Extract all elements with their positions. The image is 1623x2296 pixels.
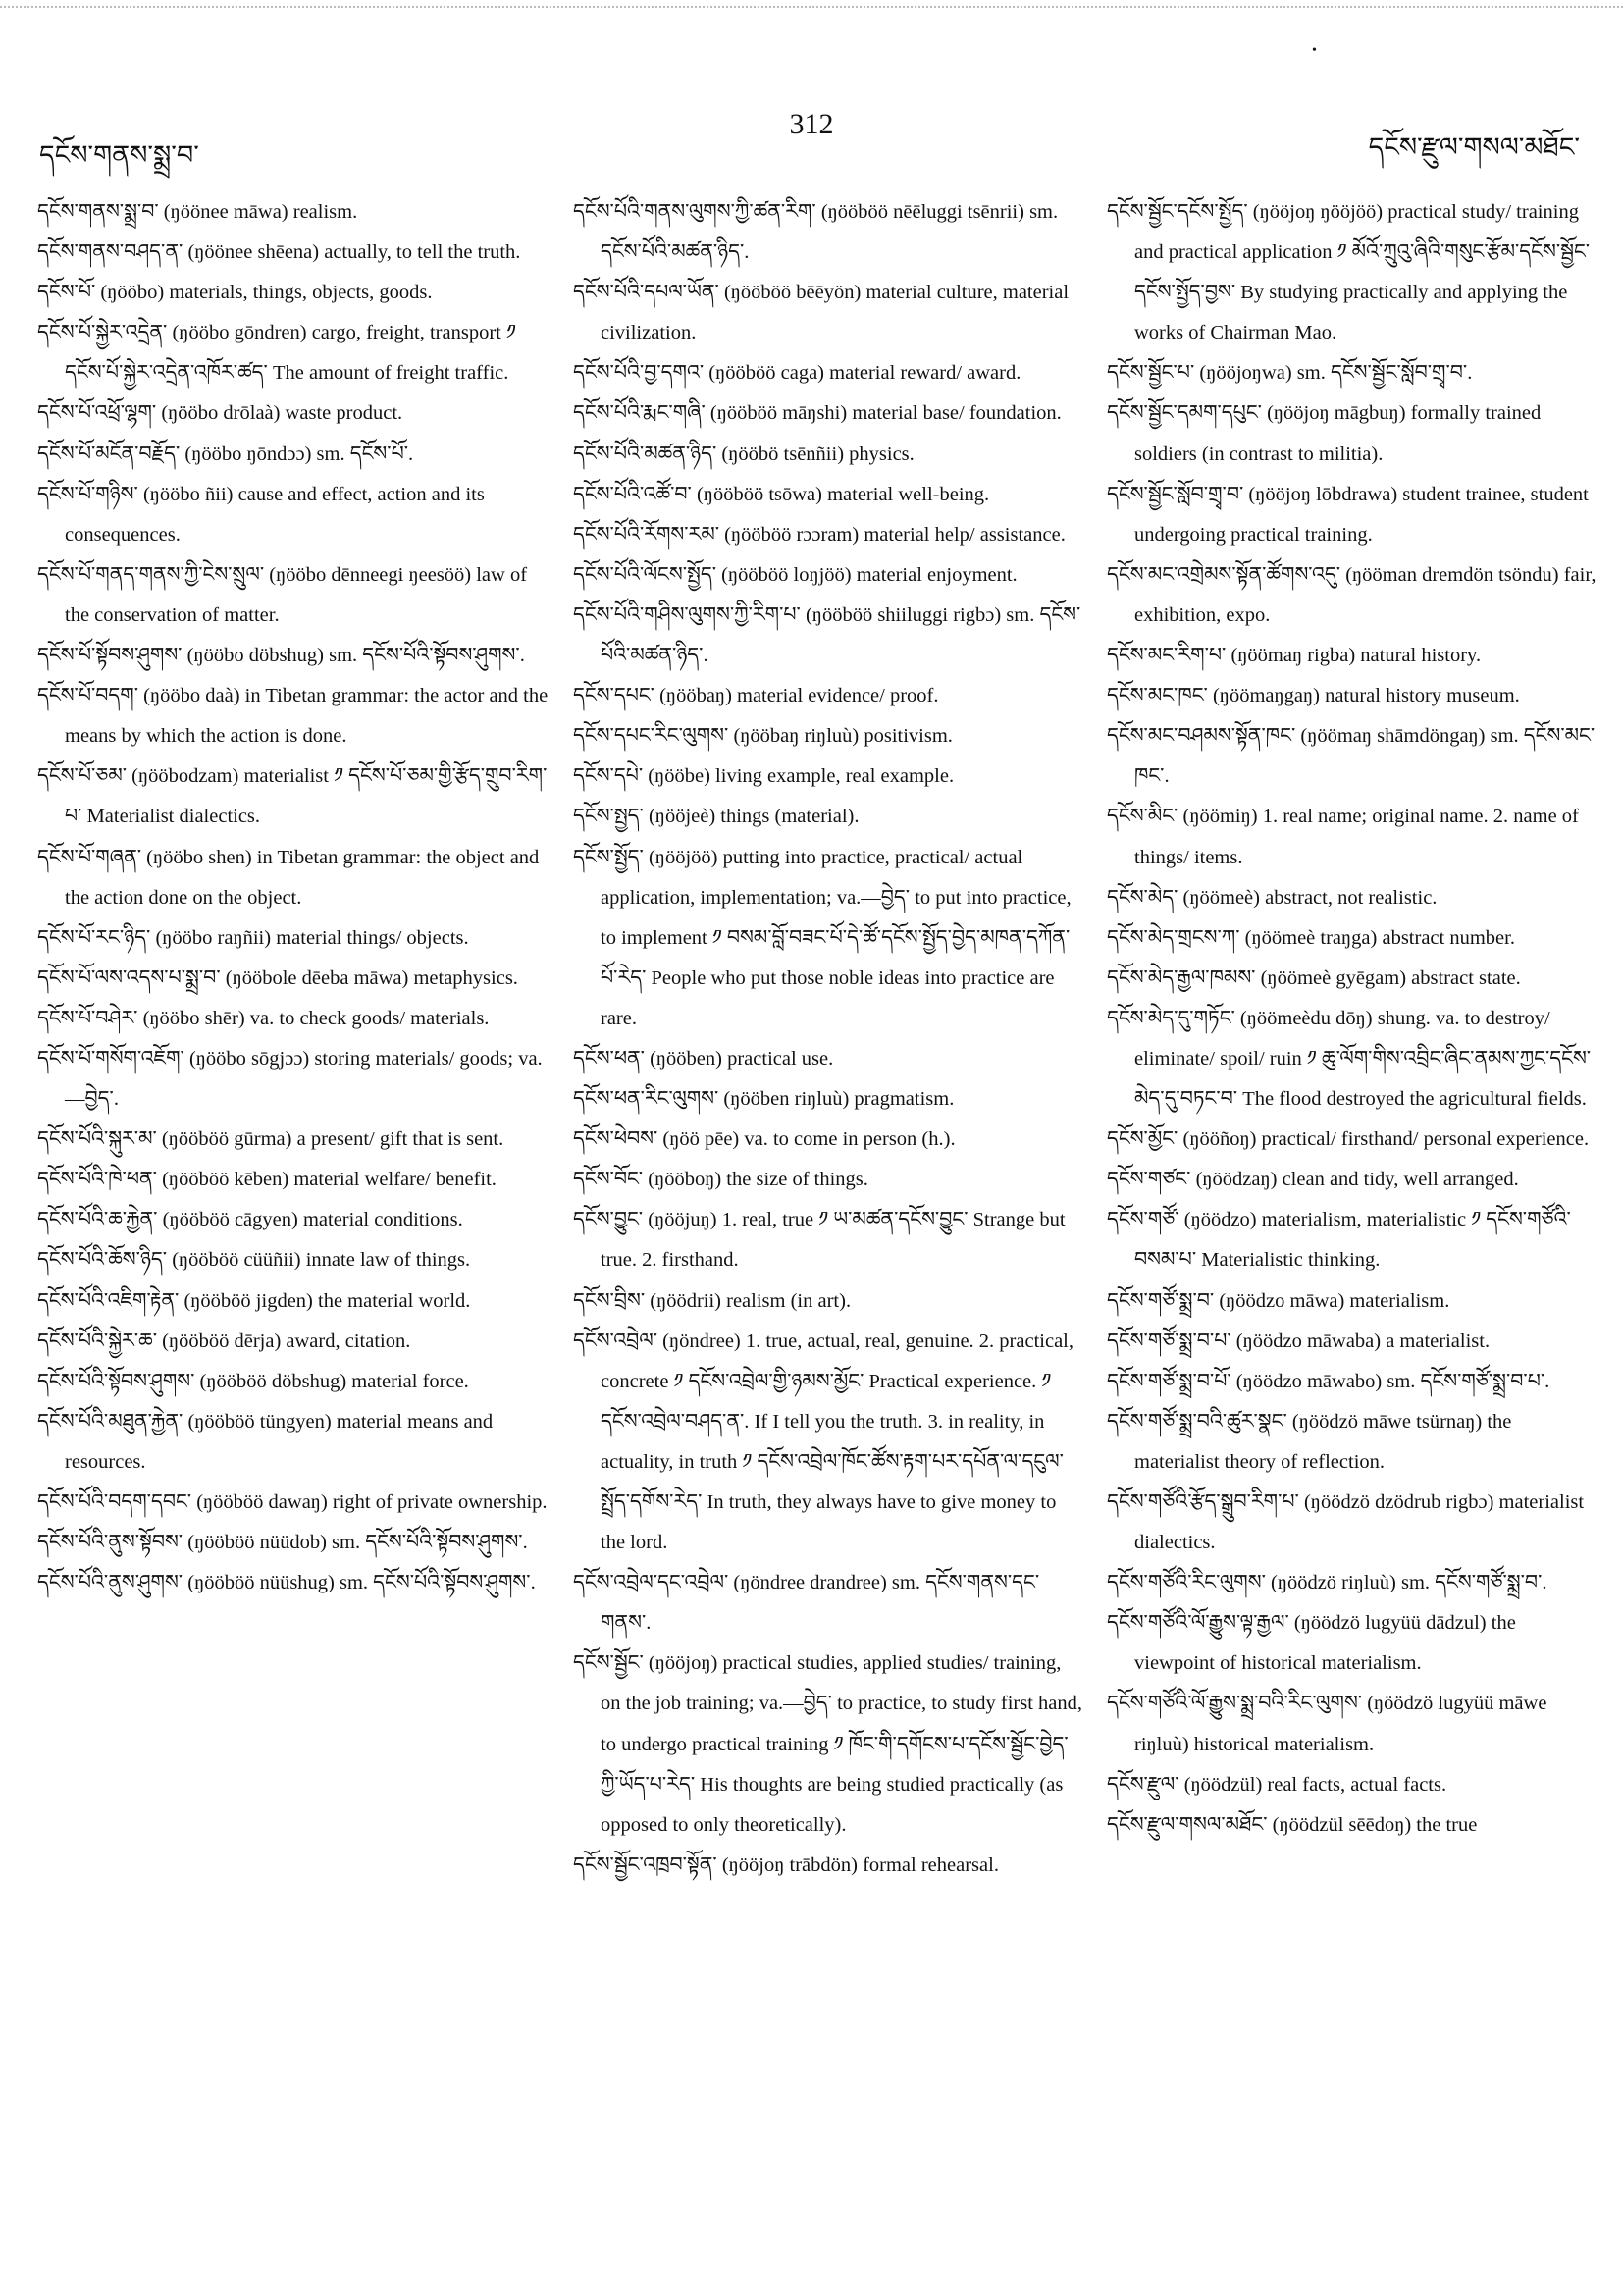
- dictionary-entry: དངོས་མྱོང་ (ŋööñoŋ) practical/ firsthand/ personal experience.: [1107, 1128, 1590, 1151]
- dictionary-entry: དངོས་པོ་རང་ཉིད་ (ŋööbo raŋñii) material things/ objects.: [37, 926, 469, 949]
- header-right-guideword: དངོས་རྫུལ་གསལ་མཐོང་: [1368, 132, 1580, 162]
- dictionary-entry: དངོས་མང་ཁང་ (ŋöömaŋgaŋ) natural history museum.: [1107, 685, 1520, 707]
- column-left: [37, 192, 550, 1603]
- page-number: 312: [789, 108, 834, 140]
- dictionary-entry: དངོས་པོའི་ནུས་སྟོབས་ (ŋööböö nüüdob) sm. དངོས་པོའི་སྟོབས་ཤུགས་.: [37, 1532, 528, 1554]
- dictionary-entry: དངོས་སྤྱད་ (ŋööjeè) things (material).: [573, 806, 860, 828]
- dictionary-entry: དངོས་བྲིས་ (ŋöödrii) realism (in art).: [573, 1289, 852, 1312]
- dictionary-entry: དངོས་པོའི་ལོངས་སྤྱོད་ (ŋööböö loŋjöö) material enjoyment.: [573, 563, 1018, 586]
- dictionary-entry: དངོས་གཙོའི་རིང་ལུགས་ (ŋöödzö riŋluù) sm. དངོས་གཙོ་སྨྲ་བ་.: [1107, 1572, 1547, 1594]
- dictionary-entry: དངོས་པོ་གསོག་འཇོག་ (ŋööbo sōgjɔɔ) storing materials/ goods; va.—བྱེད་.: [37, 1047, 543, 1111]
- dictionary-entry: དངོས་པོའི་ཁེ་ཕན་ (ŋööböö kēben) material welfare/ benefit.: [37, 1169, 497, 1191]
- dictionary-entry: དངོས་པོའི་ནུས་ཤུགས་ (ŋööböö nüüshug) sm. དངོས་པོའི་སྟོབས་ཤུགས་.: [37, 1572, 536, 1594]
- dictionary-entry: དངོས་པོ་སྐྱེར་འདྲེན་ (ŋööbo gōndren) cargo, freight, transport ༡ དངོས་པོ་སྐྱེར་འདྲེན་འཁོར་ཚད་ The amount of freight traffic.: [37, 322, 516, 385]
- dictionary-entry: དངོས་ཕེབས་ (ŋöö pēe) va. to come in person (h.).: [573, 1128, 956, 1151]
- dictionary-entry: དངོས་པོ་གཉིས་ (ŋööbo ñii) cause and effect, action and its consequences.: [37, 483, 485, 546]
- dictionary-entry: དངོས་པོའི་གཤིས་ལུགས་ཀྱི་རིག་པ་ (ŋööböö shiiluggi rigbɔ) sm. དངོས་པོའི་མཚན་ཉིད་.: [573, 603, 1081, 667]
- dictionary-entry: དངོས་པོ་ལས་འདས་པ་སྨྲ་བ་ (ŋööbole dēeba māwa) metaphysics.: [37, 966, 518, 989]
- dictionary-entry: དངོས་པོའི་མཐུན་རྐྱེན་ (ŋööböö tüngyen) material means and resources.: [37, 1410, 494, 1473]
- dictionary-entry: དངོས་སྦྱོང་འཁྲབ་སྟོན་ (ŋööjoŋ trābdön) formal rehearsal.: [573, 1853, 999, 1876]
- dictionary-entry: དངོས་གཙང་ (ŋöödzaŋ) clean and tidy, well arranged.: [1107, 1169, 1519, 1191]
- dictionary-entry: དངོས་གཙོའི་ལོ་རྒྱུས་ལྟ་རྒྱལ་ (ŋöödzö lugyüü dādzul) the viewpoint of historical materialism.: [1107, 1612, 1516, 1675]
- dictionary-entry: དངོས་སྦྱོང་དངོས་སྤྱོད་ (ŋööjoŋ ŋööjöö) practical study/ training and practical application ༡ མོའོ་ཀྲུའུ་ཞིའི་གསུང་རྩོམ་དངོས་སྦྱོང་དངོས་སྤྱོད་བྱས་ By studying practically and applying the works of Chairman Mao.: [1107, 201, 1591, 344]
- dictionary-entry: དངོས་མེད་རྒྱལ་ཁམས་ (ŋöömeè gyēgam) abstract state.: [1107, 966, 1521, 989]
- column-middle: [573, 192, 1083, 1886]
- dictionary-entry: དངོས་གཙོ་སྨྲ་བའི་ཚུར་སྣང་ (ŋöödzö māwe tsürnaŋ) the materialist theory of reflection.: [1107, 1410, 1512, 1473]
- dictionary-entry: དངོས་པོ་གཞན་ (ŋööbo shen) in Tibetan grammar: the object and the action done on the object.: [37, 846, 540, 909]
- dictionary-entry: དངོས་པོ་བདག་ (ŋööbo daà) in Tibetan grammar: the actor and the means by which the action is done.: [37, 685, 549, 748]
- dictionary-entry: དངོས་འབྲེལ་ (ŋöndree) 1. true, actual, real, genuine. 2. practical, concrete ༡ དངོས་འབྲེལ་གྱི་ཉམས་མྱོང་ Practical experience. ༡ དངོས་འབྲེལ་བཤད་ན་. If I tell you the truth. 3. in reality, in actuality, in truth ༡ དངོས་འབྲེལ་ཁོང་ཚོས་རྟག་པར་དཔོན་ལ་དངུལ་སྤྲོད་དགོས་རེད་ In truth, they always have to give money to the lord.: [573, 1330, 1073, 1554]
- dictionary-entry: དངོས་པོ་སྟོབས་ཤུགས་ (ŋööbo döbshug) sm. དངོས་པོའི་སྟོབས་ཤུགས་.: [37, 645, 525, 667]
- dictionary-entry: དངོས་ཕན་ (ŋööben) practical use.: [573, 1047, 834, 1070]
- dictionary-entry: དངོས་པོ་འཕྲོ་ལྷག་ (ŋööbo drōlaà) waste product.: [37, 402, 403, 425]
- dictionary-entry: དངོས་ཕན་རིང་ལུགས་ (ŋööben riŋluù) pragmatism.: [573, 1088, 955, 1111]
- dictionary-entry: དངོས་བོང་ (ŋööboŋ) the size of things.: [573, 1169, 868, 1191]
- dictionary-entry: དངོས་པོའི་སྐྱེར་ཆ་ (ŋööböö dērja) award, citation.: [37, 1330, 411, 1352]
- dictionary-entry: དངོས་གནས་བཤད་ན་ (ŋöönee shēena) actually, to tell the truth.: [37, 241, 521, 264]
- dictionary-entry: དངོས་གཙོ་ (ŋöödzo) materialism, materialistic ༡ དངོས་གཙོའི་བསམ་པ་ Materialistic thinking.: [1107, 1209, 1571, 1272]
- dictionary-entry: དངོས་སྦྱོང་པ་ (ŋööjoŋwa) sm. དངོས་སྦྱོང་སློབ་གྲྭ་བ་.: [1107, 362, 1473, 385]
- dictionary-entry: དངོས་མང་འགྲེམས་སྟོན་ཚོགས་འདུ་ (ŋööman dremdön tsöndu) fair, exhibition, expo.: [1107, 563, 1597, 626]
- dictionary-entry: དངོས་སྦྱོང་དམག་དཔུང་ (ŋööjoŋ māgbuŋ) formally trained soldiers (in contrast to militia).: [1107, 402, 1542, 465]
- dictionary-entry: དངོས་པོ་ཅམ་ (ŋööbodzam) materialist ༡ དངོས་པོ་ཅམ་གྱི་རྩོད་གྲུབ་རིག་པ་ Materialist dialectics.: [37, 765, 548, 828]
- dictionary-entry: དངོས་གཙོའི་རྩོད་སྒྲུབ་རིག་པ་ (ŋöödzö dzödrub rigbɔ) materialist dialectics.: [1107, 1491, 1585, 1554]
- dictionary-entry: དངོས་པོའི་བྱ་དགའ་ (ŋööböö caga) material reward/ award.: [573, 362, 1021, 385]
- dictionary-entry: དངོས་པོ་ (ŋööbo) materials, things, objects, goods.: [37, 282, 433, 304]
- dictionary-entry: དངོས་སྦྱོང་ (ŋööjoŋ) practical studies, applied studies/ training, on the job training; va.—བྱེད་ to practice, to study first hand, to undergo practical training ༡ ཁོང་གི་དགོངས་པ་དངོས་སྦྱོང་བྱེད་ཀྱི་ཡོད་པ་རེད་ His thoughts are being studied practically (as opposed to only theoretically).: [573, 1652, 1083, 1836]
- dictionary-entry: དངོས་འབྲེལ་དང་འབྲེལ་ (ŋöndree drandree) sm. དངོས་གནས་དང་གནས་.: [573, 1572, 1040, 1635]
- top-border: [0, 6, 1623, 8]
- dictionary-entry: དངོས་མང་རིག་པ་ (ŋöömaŋ rigba) natural history.: [1107, 645, 1482, 667]
- dictionary-entry: དངོས་བྱུང་ (ŋööjuŋ) 1. real, true ༡ ཡ་མཚན་དངོས་བྱུང་ Strange but true. 2. firsthand.: [573, 1209, 1066, 1272]
- dictionary-entry: དངོས་གཙོ་སྨྲ་བ་ (ŋöödzo māwa) materialism.: [1107, 1289, 1450, 1312]
- dictionary-entry: དངོས་རྫུལ་གསལ་མཐོང་ (ŋöödzül sēēdoŋ) the true: [1107, 1813, 1478, 1836]
- speck-mark: •: [1312, 43, 1317, 58]
- dictionary-entry: དངོས་མིང་ (ŋöömiŋ) 1. real name; original name. 2. name of things/ items.: [1107, 806, 1579, 868]
- header-left-guideword: དངོས་གནས་སྨྲ་བ་: [39, 140, 199, 170]
- dictionary-entry: དངོས་པོའི་ཆོས་ཉིད་ (ŋööböö cüüñii) innate law of things.: [37, 1249, 471, 1272]
- dictionary-entry: དངོས་པོའི་སྐུར་མ་ (ŋööböö gūrma) a present/ gift that is sent.: [37, 1128, 504, 1151]
- dictionary-entry: དངོས་མེད་ (ŋöömeè) abstract, not realistic.: [1107, 886, 1438, 909]
- dictionary-entry: དངོས་པོའི་དཔལ་ཡོན་ (ŋööböö bēēyön) material culture, material civilization.: [573, 282, 1070, 344]
- dictionary-entry: དངོས་མེད་གྲངས་ཀ་ (ŋöömeè traŋga) abstract number.: [1107, 926, 1515, 949]
- dictionary-entry: དངོས་པོའི་མཚན་ཉིད་ (ŋööbö tsēnñii) physics.: [573, 443, 915, 465]
- dictionary-entry: དངོས་པོའི་གནས་ལུགས་ཀྱི་ཚན་རིག་ (ŋööböö nēēluggi tsēnrii) sm. དངོས་པོའི་མཚན་ཉིད་.: [573, 201, 1059, 264]
- dictionary-entry: དངོས་དཔང་རིང་ལུགས་ (ŋööbaŋ riŋluù) positivism.: [573, 725, 953, 748]
- dictionary-entry: དངོས་རྫུལ་ (ŋöödzül) real facts, actual facts.: [1107, 1773, 1447, 1796]
- dictionary-entry: དངོས་གནས་སྨྲ་བ་ (ŋöönee māwa) realism.: [37, 201, 358, 223]
- column-right: [1107, 192, 1597, 1846]
- dictionary-entry: དངོས་པོའི་སྟོབས་ཤུགས་ (ŋööböö döbshug) material force.: [37, 1370, 469, 1392]
- dictionary-entry: དངོས་པོའི་འཚོ་བ་ (ŋööböö tsōwa) material well-being.: [573, 483, 990, 505]
- dictionary-entry: དངོས་པོའི་འཇིག་རྟེན་ (ŋööböö jigden) the material world.: [37, 1289, 471, 1312]
- dictionary-entry: དངོས་སྤྱོད་ (ŋööjöö) putting into practice, practical/ actual application, implementation; va.—བྱེད་ to put into practice, to implement ༡ བསམ་བློ་བཟང་པོ་དེ་ཚོ་དངོས་སྤྱོད་བྱེད་མཁན་དཀོན་པོ་རེད་ People who put those noble ideas into practice are rare.: [573, 846, 1072, 1029]
- dictionary-entry: དངོས་པོ་གནད་གནས་ཀྱི་ངེས་སྲུལ་ (ŋööbo dēnneegi ŋeesöö) law of the conservation of matter.: [37, 563, 528, 626]
- page-header: [0, 98, 1623, 177]
- dictionary-entry: དངོས་པོ་མངོན་བརྗོད་ (ŋööbo ŋōndɔɔ) sm. དངོས་པོ་.: [37, 443, 414, 465]
- dictionary-entry: དངོས་སྦྱོང་སློབ་གྲྭ་བ་ (ŋööjoŋ lōbdrawa) student trainee, student undergoing practical training.: [1107, 483, 1589, 546]
- dictionary-entry: དངོས་མེད་དུ་གཏོང་ (ŋöömeèdu dōŋ) shung. va. to destroy/ eliminate/ spoil/ ruin ༡ ཆུ་ལོག་གིས་འབྲིང་ཞིང་ནམས་ཀྱང་དངོས་མེད་དུ་བཏང་བ་ The flood destroyed the agricultural fields.: [1107, 1007, 1592, 1111]
- dictionary-entry: དངོས་པོའི་རོགས་རམ་ (ŋööböö rɔɔram) material help/ assistance.: [573, 523, 1066, 546]
- dictionary-entry: དངོས་དཔང་ (ŋööbaŋ) material evidence/ proof.: [573, 685, 939, 707]
- dictionary-entry: དངོས་པོའི་རྨང་གཞི་ (ŋööböö māŋshi) material base/ foundation.: [573, 402, 1062, 425]
- dictionary-entry: དངོས་དཔེ་ (ŋööbe) living example, real example.: [573, 765, 955, 788]
- dictionary-entry: དངོས་པོ་བཤེར་ (ŋööbo shēr) va. to check goods/ materials.: [37, 1007, 490, 1029]
- dictionary-entry: དངོས་གཙོ་སྨྲ་བ་པོ་ (ŋöödzo māwabo) sm. དངོས་གཙོ་སྨྲ་བ་པ་.: [1107, 1370, 1550, 1392]
- dictionary-entry: དངོས་པོའི་བདག་དབང་ (ŋööböö dawaŋ) right of private ownership.: [37, 1491, 548, 1513]
- dictionary-entry: དངོས་གཙོ་སྨྲ་བ་པ་ (ŋöödzo māwaba) a materialist.: [1107, 1330, 1491, 1352]
- dictionary-entry: དངོས་གཙོའི་ལོ་རྒྱུས་སྨྲ་བའི་རིང་ལུགས་ (ŋöödzö lugyüü māwe riŋluù) historical materialism.: [1107, 1693, 1547, 1755]
- dictionary-entry: དངོས་མང་བཤམས་སྟོན་ཁང་ (ŋöömaŋ shāmdöngaŋ) sm. དངོས་མང་ཁང་.: [1107, 725, 1596, 788]
- dictionary-entry: དངོས་པོའི་ཆ་རྐྱེན་ (ŋööböö cāgyen) material conditions.: [37, 1209, 463, 1231]
